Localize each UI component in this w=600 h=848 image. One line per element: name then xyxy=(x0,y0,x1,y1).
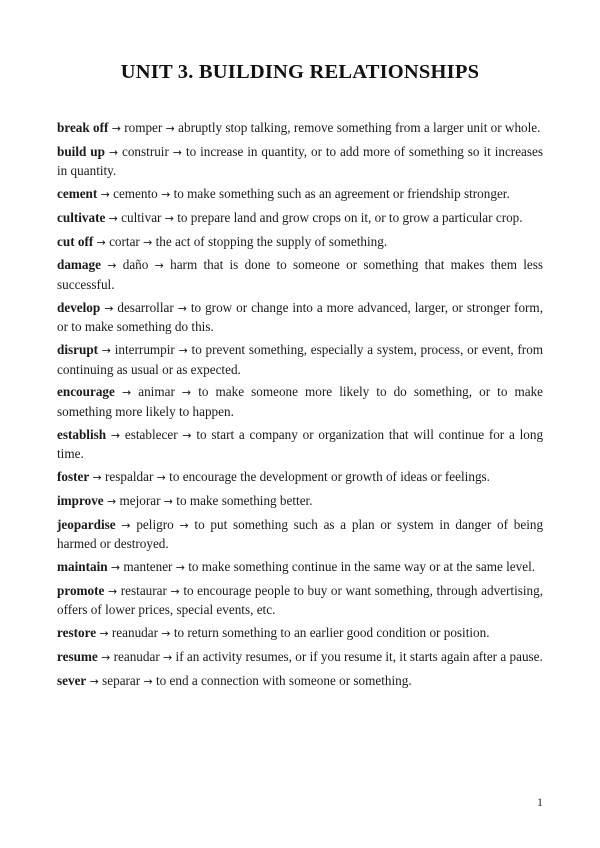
arrow-icon: → xyxy=(89,674,99,688)
vocabulary-entry xyxy=(57,256,543,294)
entry-term: promote xyxy=(57,582,105,598)
arrow-icon: → xyxy=(163,494,173,508)
entry-translation: animar xyxy=(138,384,175,400)
vocabulary-entry xyxy=(57,299,543,337)
entry-translation: daño xyxy=(122,257,149,273)
entry-term: damage xyxy=(57,257,101,273)
arrow-icon: → xyxy=(108,145,119,159)
entry-definition: to make something such as an agreement or friendship stronger. xyxy=(173,186,510,202)
arrow-icon: → xyxy=(111,122,121,135)
entry-term: restore xyxy=(57,624,97,640)
vocabulary-entry xyxy=(57,624,543,644)
arrow-icon: → xyxy=(108,211,118,225)
page-title: UNIT 3. BUILDING RELATIONSHIPS xyxy=(120,61,480,83)
vocabulary-entry xyxy=(57,426,543,464)
entry-definition: abruptly stop talking, remove something from a larger unit or whole. xyxy=(178,120,541,135)
arrow-icon: → xyxy=(104,301,114,315)
arrow-icon: → xyxy=(182,428,192,442)
entry-term: jeopardise xyxy=(57,516,116,532)
vocabulary-entry xyxy=(57,233,543,253)
entry-term: cut off xyxy=(57,233,94,249)
arrow-icon: → xyxy=(106,494,117,508)
arrow-icon: → xyxy=(121,518,131,532)
arrow-icon: → xyxy=(178,344,188,358)
vocabulary-entry xyxy=(57,185,543,205)
arrow-icon: → xyxy=(156,470,166,484)
entry-definition: to grow or change into a more advanced, larger, or stronger form, or to make something do this. xyxy=(57,299,543,335)
entry-term: disrupt xyxy=(57,342,99,358)
vocabulary-entry xyxy=(57,119,543,139)
vocabulary-entry xyxy=(57,582,543,620)
entry-definition: the act of stopping the supply of something. xyxy=(155,233,388,249)
entry-definition: to make someone more likely to do something, or to make something more likely to happen. xyxy=(57,384,544,419)
entry-term: establish xyxy=(57,426,107,442)
arrow-icon: → xyxy=(143,674,153,688)
arrow-icon: → xyxy=(170,584,180,598)
arrow-icon: → xyxy=(99,626,109,640)
arrow-icon: → xyxy=(107,584,118,598)
vocabulary-list xyxy=(57,119,543,695)
entry-translation: mejorar xyxy=(119,492,161,508)
arrow-icon: → xyxy=(175,560,185,574)
entry-definition: to prepare land and grow crops on it, or to grow a particular crop. xyxy=(177,209,523,225)
entry-definition: to put something such as a plan or system in danger of being harmed or destroyed. xyxy=(57,516,544,552)
vocabulary-entry xyxy=(57,672,543,692)
entry-term: break off xyxy=(57,120,109,135)
arrow-icon: → xyxy=(143,235,153,249)
entry-term: foster xyxy=(57,468,90,484)
entry-translation: establecer xyxy=(124,426,178,442)
entry-translation: peligro xyxy=(136,516,174,532)
entry-term: cultivate xyxy=(57,209,106,225)
vocabulary-entry xyxy=(57,341,543,379)
entry-translation: construir xyxy=(121,143,169,159)
arrow-icon: → xyxy=(181,386,192,400)
arrow-icon: → xyxy=(172,145,183,159)
arrow-icon: → xyxy=(154,259,164,273)
entry-translation: cultivar xyxy=(121,209,162,225)
vocabulary-entry xyxy=(57,558,543,578)
entry-translation: restaurar xyxy=(120,582,167,598)
arrow-icon: → xyxy=(110,428,121,442)
entry-definition: to end a connection with someone or something. xyxy=(156,672,412,688)
entry-definition: harm that is done to someone or something that makes them less successful. xyxy=(57,257,544,292)
entry-translation: reanudar xyxy=(111,624,158,640)
vocabulary-entry xyxy=(57,143,543,181)
entry-translation: cortar xyxy=(109,233,140,249)
entry-term: develop xyxy=(57,299,101,315)
entry-translation: respaldar xyxy=(105,468,154,484)
arrow-icon: → xyxy=(121,386,132,400)
arrow-icon: → xyxy=(107,259,117,273)
entry-translation: separar xyxy=(102,672,141,688)
entry-translation: interrumpir xyxy=(114,342,175,358)
vocabulary-entry xyxy=(57,516,543,554)
arrow-icon: → xyxy=(163,650,173,664)
arrow-icon: → xyxy=(179,518,189,532)
arrow-icon: → xyxy=(164,211,174,225)
arrow-icon: → xyxy=(101,650,111,664)
entry-term: resume xyxy=(57,648,98,664)
arrow-icon: → xyxy=(165,122,175,135)
entry-translation: reanudar xyxy=(113,648,160,664)
entry-definition: to make something continue in the same way or at the same level. xyxy=(188,558,536,574)
entry-definition: to increase in quantity, or to add more of something so it increases in quantity. xyxy=(57,143,544,179)
arrow-icon: → xyxy=(101,344,112,358)
page-number: 1 xyxy=(537,795,543,809)
entry-translation: mantener xyxy=(123,558,173,574)
entry-definition: to prevent something, especially a system, process, or event, from continuing as usual or as expected. xyxy=(57,342,544,377)
entry-definition: to return something to an earlier good condition or position. xyxy=(173,624,490,640)
entry-translation: romper xyxy=(124,120,163,135)
arrow-icon: → xyxy=(161,188,171,202)
arrow-icon: → xyxy=(96,235,106,249)
entry-definition: to encourage the development or growth of ideas or feelings. xyxy=(169,468,490,484)
arrow-icon: → xyxy=(92,470,102,484)
entry-definition: to make something better. xyxy=(176,492,313,508)
entry-translation: desarrollar xyxy=(117,299,174,315)
arrow-icon: → xyxy=(100,188,110,202)
entry-definition: to start a company or organization that will continue for a long time. xyxy=(57,426,544,462)
entry-definition: if an activity resumes, or if you resume it, it starts again after a pause. xyxy=(175,648,543,664)
entry-term: improve xyxy=(57,492,104,508)
vocabulary-entry xyxy=(57,468,543,488)
vocabulary-entry xyxy=(57,648,543,668)
arrow-icon: → xyxy=(110,560,121,574)
entry-term: build up xyxy=(57,143,105,159)
vocabulary-entry xyxy=(57,492,543,512)
entry-term: sever xyxy=(57,672,87,688)
entry-term: cement xyxy=(57,186,98,202)
vocabulary-entry xyxy=(57,209,543,229)
entry-definition: to encourage people to buy or want something, through advertising, offers of lower prices, special events, etc. xyxy=(57,582,544,618)
entry-translation: cemento xyxy=(113,186,158,202)
entry-term: maintain xyxy=(57,558,108,574)
vocabulary-entry xyxy=(57,383,543,421)
entry-term: encourage xyxy=(57,384,115,400)
arrow-icon: → xyxy=(177,301,187,315)
arrow-icon: → xyxy=(161,626,171,640)
